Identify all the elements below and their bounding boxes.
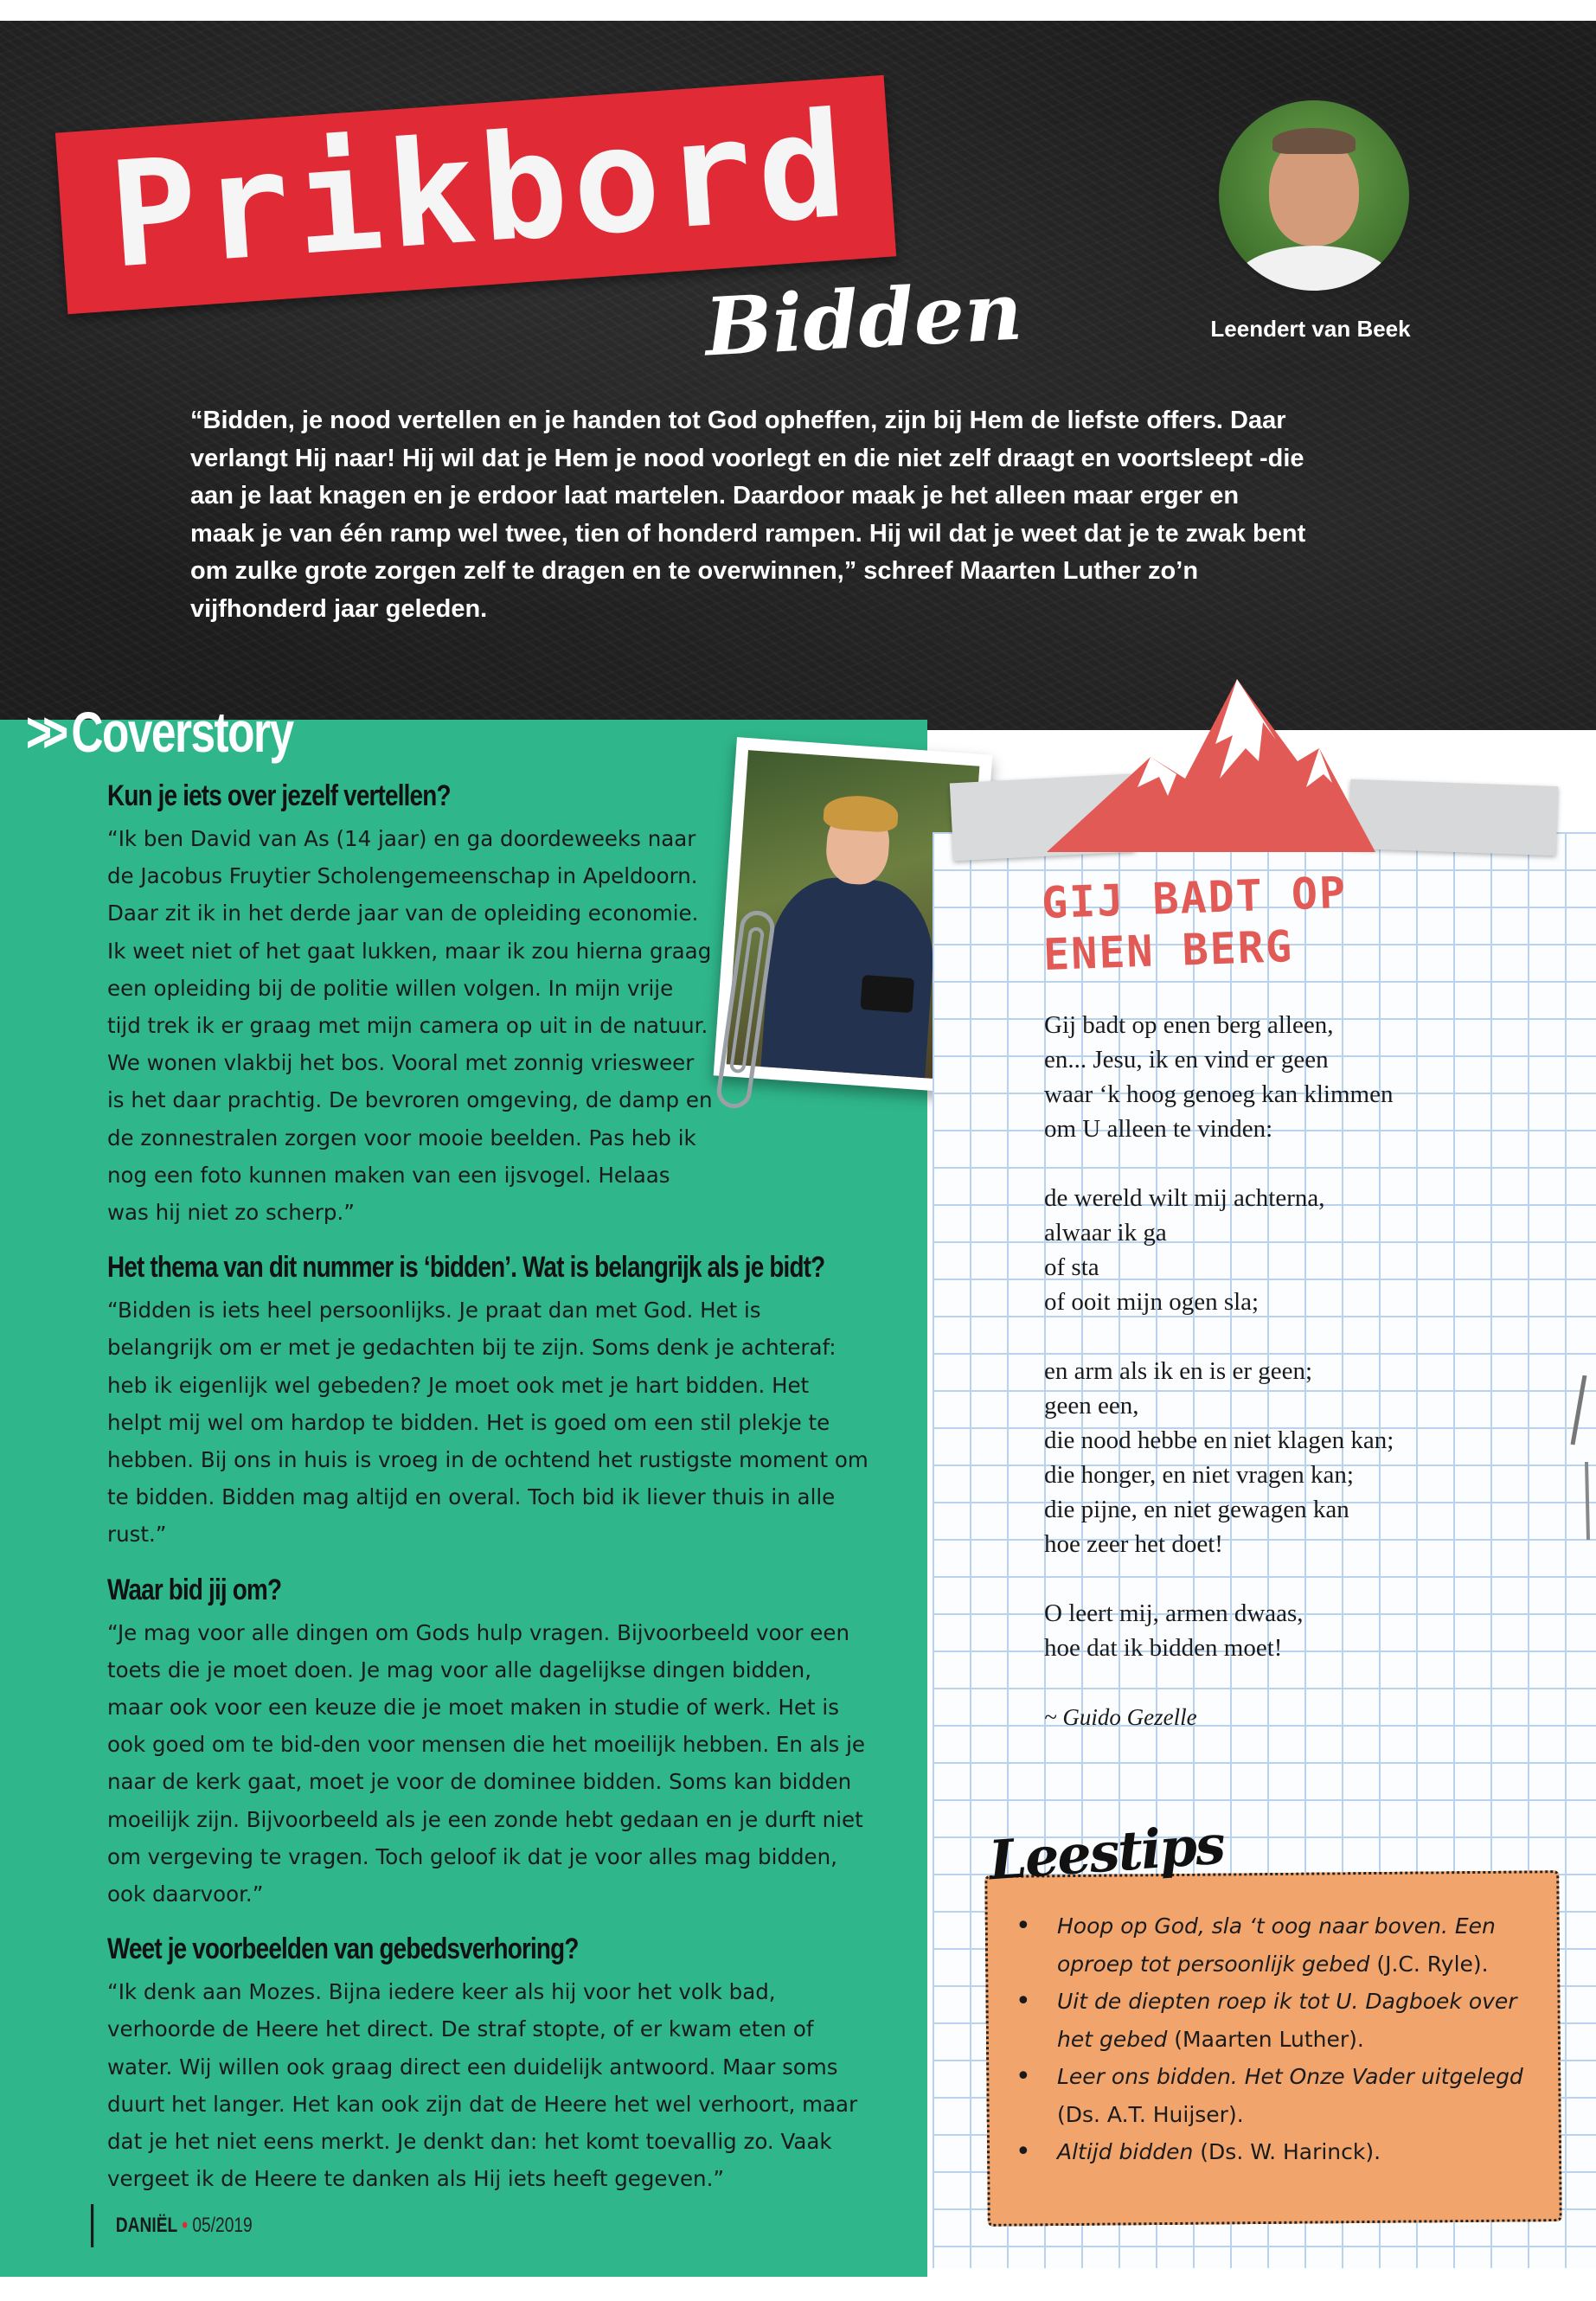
poem-line: O leert mij, armen dwaas, (1044, 1599, 1304, 1627)
poem-line: die honger, en niet vragen kan; (1044, 1461, 1354, 1489)
poem-line: die nood hebbe en niet klagen kan; (1044, 1426, 1394, 1454)
poem-line: Gij badt op enen berg alleen, (1044, 1011, 1334, 1039)
page-title: Prikbord (104, 80, 856, 301)
section-subtitle: Bidden (702, 264, 1025, 375)
book-title: Hoop op God, sla ‘t oog naar boven. Een oproep tot persoonlijk gebed (1057, 1913, 1496, 1977)
poem-line: geen een, (1044, 1392, 1139, 1420)
interview-answer: “Ik denk aan Mozes. Bijna iedere keer als hij voor het volk bad, verhoorde de Heere het direct. De straf stopte, of er kwam eten of water. Wij willen ook graag direct een duidelijk antwoord. Maar soms duurt het langer. Het kan ook zijn dat de Heere het wel verhoort, maar dat je het niet eens merkt. Je denkt dan: het komt toevallig zo. Vaak vergeet ik de Heere te danken als Hij iets heeft gegeven.” (107, 1979, 858, 2192)
magazine-name: DANIËL (115, 2214, 177, 2237)
list-item (1012, 1907, 1548, 1983)
list-item (1012, 2133, 1548, 2171)
poem-line: hoe dat ik bidden moet! (1044, 1634, 1283, 1662)
interview-question: Waar bid jij om? (107, 1573, 282, 1606)
poem-line: en arm als ik en is er geen; (1044, 1357, 1313, 1385)
poem-source: ~ Guido Gezelle (1044, 1704, 1197, 1730)
interview-question: Het thema van dit nummer is ‘bidden’. Wat is belangrijk als je bidt? (107, 1251, 825, 1285)
poem-title-line: GIJ BADT OP (1041, 867, 1349, 929)
issue-number: 05/2019 (192, 2214, 253, 2237)
photo-tape (1349, 779, 1559, 856)
poem-stanza (1044, 1008, 1563, 1146)
paper-edge-icon (1566, 1375, 1592, 1540)
poem-line: of ooit mijn ogen sla; (1044, 1288, 1259, 1316)
book-author: (Ds. A.T. Huijser). (1057, 2101, 1244, 2127)
interview-answer: “Ik ben David van As (14 jaar) en ga doordeweeks naar de Jacobus Fruytier Scholengemeenschap in Apeldoorn. Daar zit ik in het derde jaar van de opleiding economie. Ik weet niet of het gaat lukken, maar ik zou hierna graag een opleiding bij de politie willen volgen. In mijn vrije tijd trek ik er graag met mijn camera op uit in de natuur. We wonen vlakbij het bos. Vooral met zonnig vriesweer is het daar prachtig. De bevroren omgeving, de damp en de zonnestralen zorgen voor mooie beelden. Pas heb ik nog een foto kunnen maken van een ijsvogel. Helaas was hij niet zo scherp.” (107, 826, 713, 1226)
coverstory-heading (26, 699, 293, 765)
book-title: Uit de diepten roep ik tot U. Dagboek over het gebed (1057, 1989, 1517, 2052)
poem-title-line: ENEN BERG (1042, 920, 1294, 981)
footer-separator: • (182, 2214, 188, 2237)
poem-line: en... Jesu, ik en vind er geen (1044, 1046, 1329, 1074)
poem-line: de wereld wilt mij achterna, (1044, 1184, 1325, 1212)
coverstory-label: Coverstory (71, 700, 293, 764)
author-name: Leendert van Beek (1210, 316, 1411, 342)
book-title: Altijd bidden (1057, 2139, 1194, 2164)
poem-stanza (1044, 1354, 1563, 1561)
author-avatar (1215, 97, 1413, 294)
mountain-icon (1047, 675, 1375, 856)
double-chevron-icon: >> (26, 700, 60, 764)
interview-question: Kun je iets over jezelf vertellen? (107, 779, 451, 812)
poem-line: alwaar ik ga (1044, 1219, 1167, 1247)
poem (1044, 1008, 1563, 1734)
poem-title (1041, 862, 1494, 981)
poem-line: hoe zeer het doet! (1044, 1530, 1223, 1558)
poem-line: die pijne, en niet gewagen kan (1044, 1496, 1349, 1523)
interview-answer: “Je mag voor alle dingen om Gods hulp vragen. Bijvoorbeeld voor een toets die je moet doen. Je mag voor alle dagelijkse dingen bidden, maar ook voor een keuze die je moet maken in studie of werk. Het is ook goed om te bid-den voor mensen die het moeilijk hebben. En als je naar de kerk gaat, moet je voor de dominee bidden. Soms kan bidden moeilijk zijn. Bijvoorbeeld als je een zonde hebt gedaan en je durft niet om vergeving te vragen. Toch geloof ik dat je voor alles mag bidden, ook daarvoor.” (107, 1619, 865, 1907)
intro-quote: “Bidden, je nood vertellen en je handen tot God opheffen, zijn bij Hem de liefste offers. Daar verlangt Hij naar! Hij wil dat je Hem je nood voorlegt en die niet zelf draagt en voortsleept -die aan je laat knagen en je erdoor laat martelen. Daardoor maak je het alleen maar erger en maak je van één ramp wel twee, tien of honderd rampen. Hij wil dat je weet dat je te zwak bent om zulke grote zorgen zelf te dragen en te overwinnen,” schreef Maarten Luther zo’n vijfhonderd jaar geleden. (190, 407, 1306, 623)
interview-answer: “Bidden is iets heel persoonlijks. Je praat dan met God. Het is belangrijk om er met je gedachten bij te zijn. Soms denk je achteraf: heb ik eigenlijk wel gebeden? Je moet ook met je hart bidden. Het helpt mij wel om hardop te bidden. Het is goed om een stil plekje te hebben. Bij ons in huis is vroeg in de ochtend het rustigste moment om te bidden. Bidden mag altijd en overal. Toch bid ik liever thuis in alle rust.” (107, 1298, 869, 1548)
top-margin (0, 0, 1596, 21)
interview-question: Weet je voorbeelden van gebedsverhoring? (107, 1932, 579, 1966)
poem-stanza (1044, 1596, 1563, 1665)
leestips-list (1012, 1907, 1548, 2171)
poem-line: om U alleen te vinden: (1044, 1115, 1273, 1143)
list-item (1012, 1983, 1548, 2058)
book-author: (J.C. Ryle). (1376, 1951, 1489, 1977)
list-item (1012, 2058, 1548, 2133)
poem-line: waar ‘k hoog genoeg kan klimmen (1044, 1080, 1394, 1108)
book-author: (Ds. W. Harinck). (1200, 2139, 1381, 2164)
poem-stanza (1044, 1181, 1563, 1319)
book-title: Leer ons bidden. Het Onze Vader uitgelegd (1057, 2064, 1523, 2089)
leestips-heading: Leestips (986, 1812, 1227, 1893)
page-footer (91, 2204, 253, 2247)
poem-line: of sta (1044, 1253, 1099, 1281)
book-author: (Maarten Luther). (1174, 2026, 1364, 2052)
